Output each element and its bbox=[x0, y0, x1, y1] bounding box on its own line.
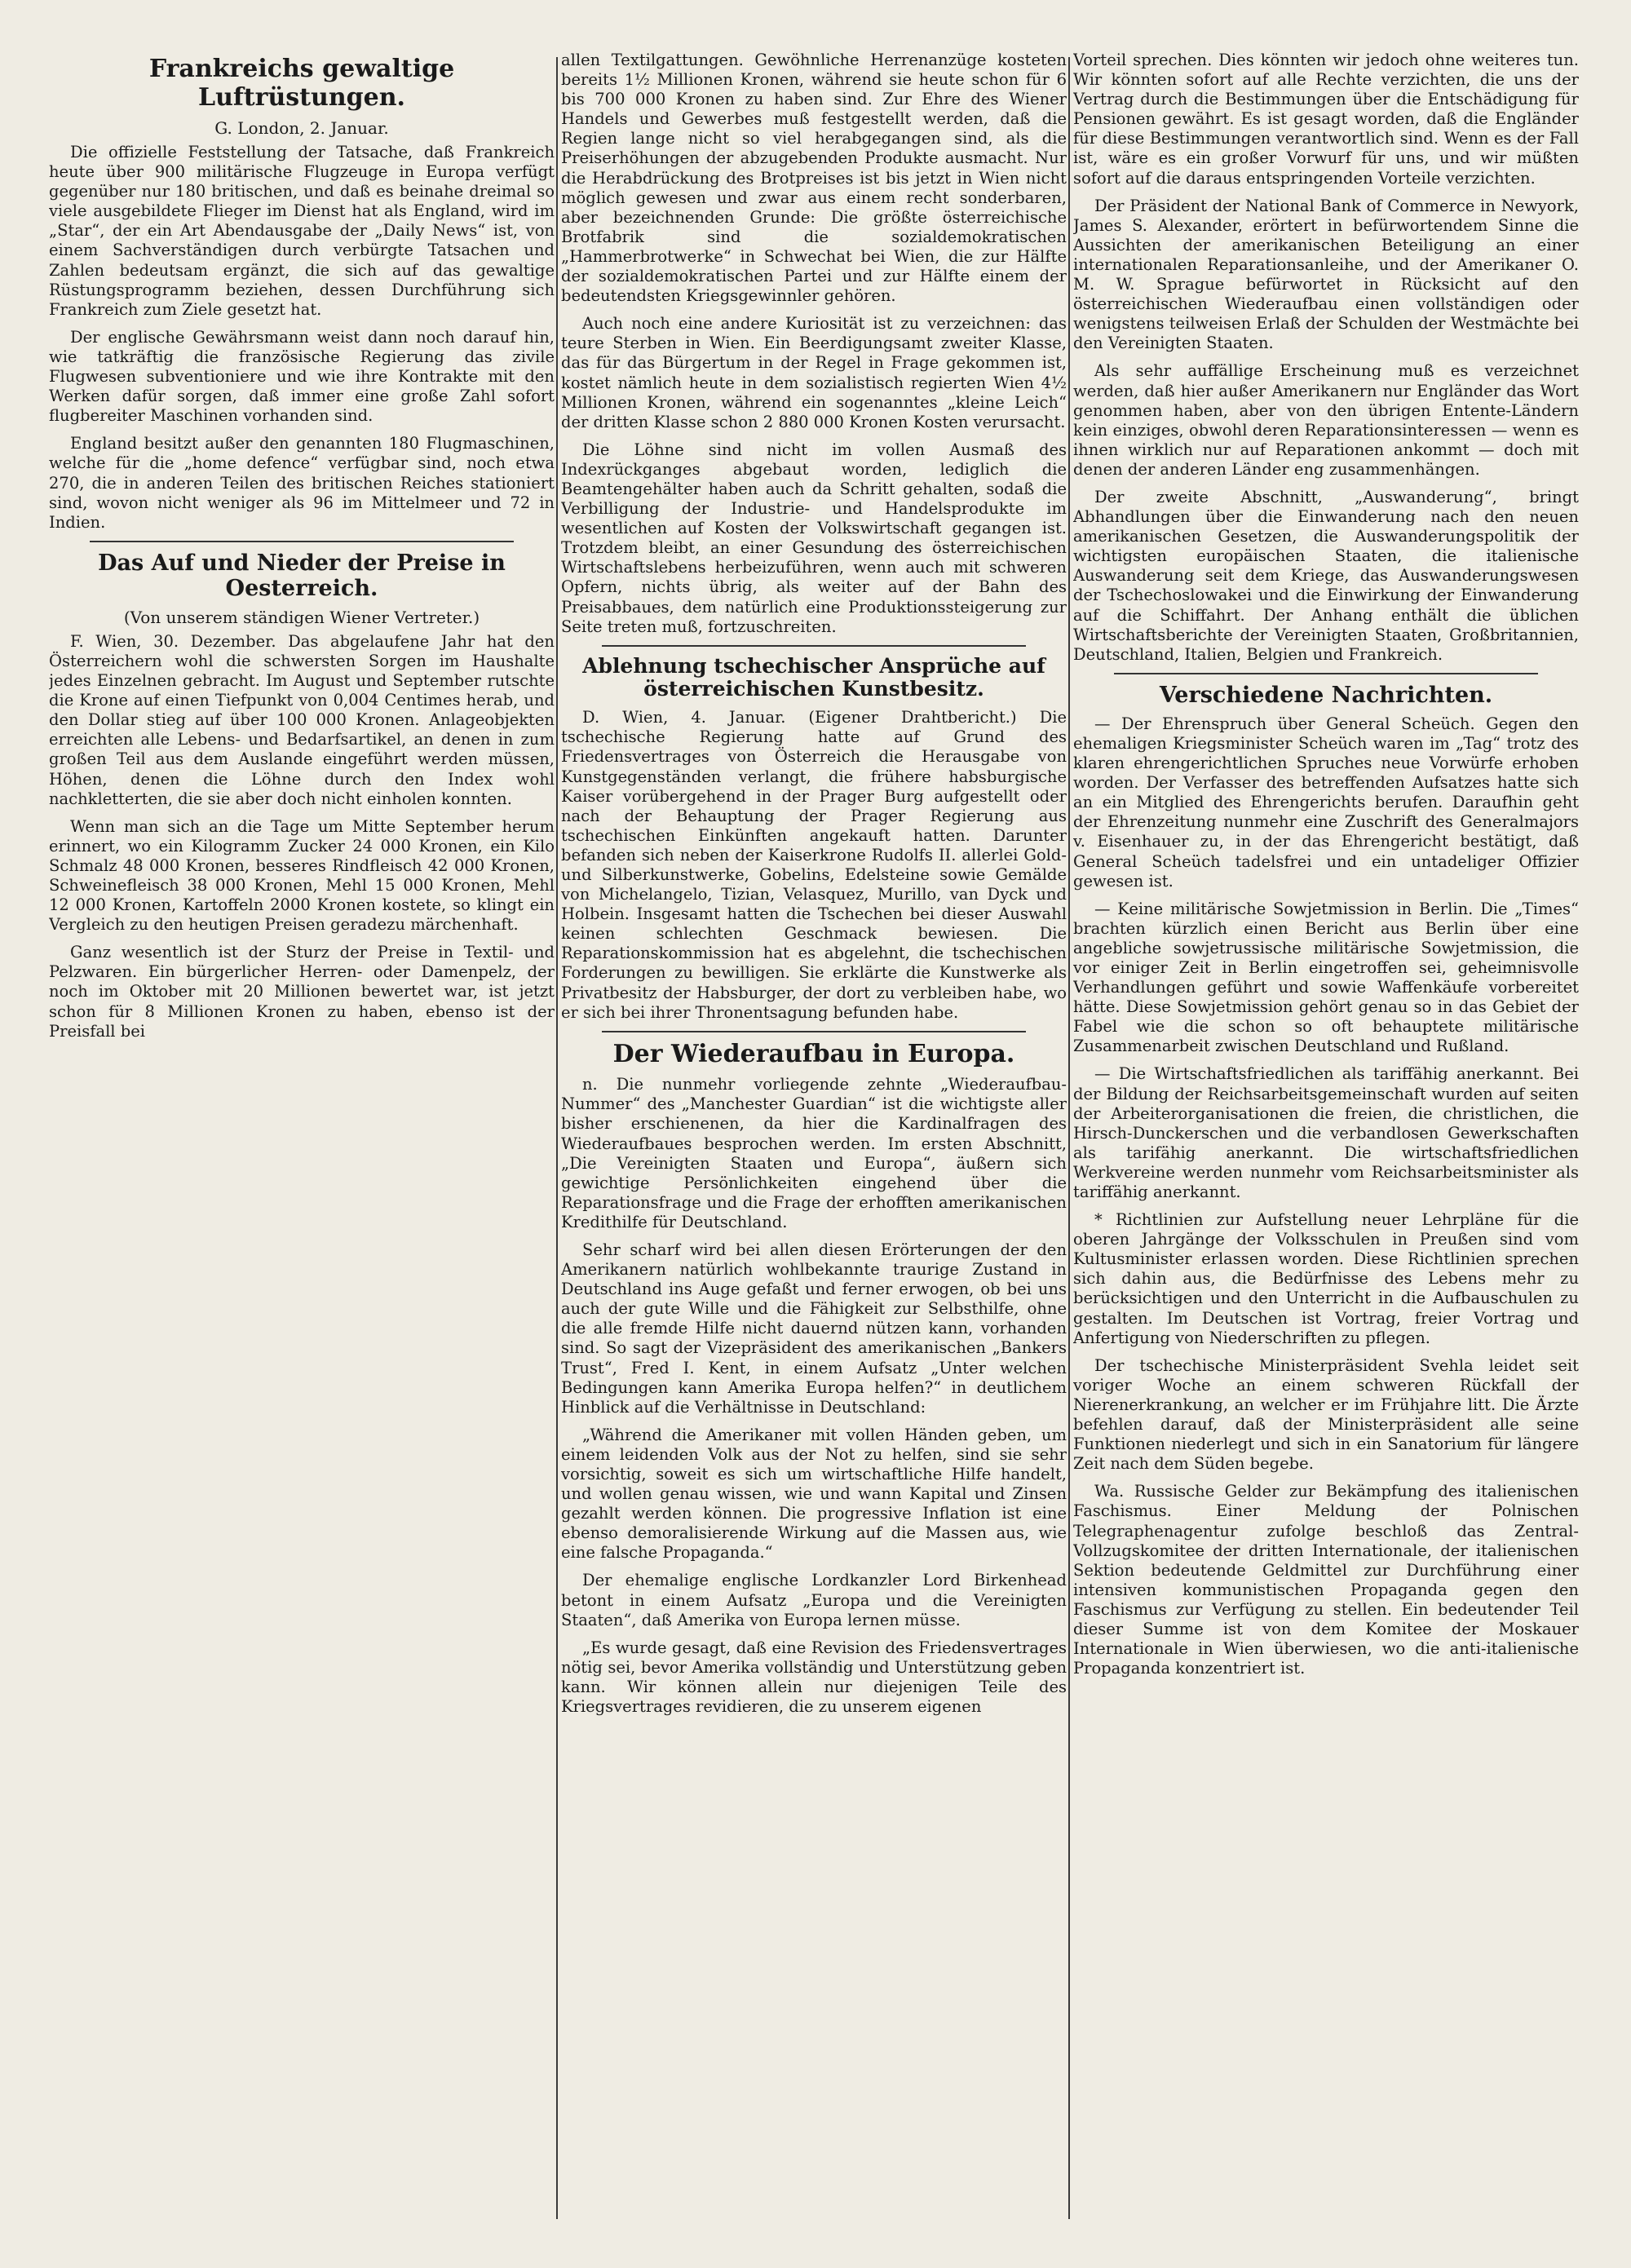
article-title: Das Auf und Nieder der Preise in Oesterreich. bbox=[98, 550, 506, 601]
paragraph: „Es wurde gesagt, daß eine Revision des Friedensvertrages nötig sei, bevor Amerika vollständig und Unterstützung geben kann. Wir können allein nur diejenigen Teile des Kriegsvertrages revidieren, die zu unserem eigenen bbox=[561, 1638, 1067, 1717]
column-rule bbox=[556, 57, 558, 2219]
article-title: Verschiedene Nachrichten. bbox=[1159, 682, 1493, 708]
article-title: Der Wiederaufbau in Europa. bbox=[612, 1039, 1015, 1068]
news-item: * Richtlinien zur Aufstellung neuer Lehrpläne für die oberen Jahrgänge der Volksschulen in Preußen sind vom Kultusminister erlassen worden. Diese Richtlinien sprechen sich dahin aus, die Bedürfnisse des Lebens mehr zu berücksichtigen und den Unterricht in die Aufbauschulen zu gestalten. Im Deutschen ist Vortrag, freier Vortrag und Anfertigung von Niederschriften zu pflegen. bbox=[1073, 1210, 1579, 1347]
paragraph: Die Löhne sind nicht im vollen Ausmaß des Indexrückganges abgebaut worden, lediglich die Beamtengehälter haben auch da Schritt gehalten, sodaß die Verbilligung der Industrie- und Handelsprodukte im wesentlichen auf Kosten der Volkswirtschaft gegangen ist. Trotzdem bleibt, an einer Gesundung des österreichischen Wirtschaftslebens herbeizuführen, wenn auch mit schweren Opfern, nichts übrig, als weiter auf der Bahn des Preisabbaues, dem natürlich eine Produktionssteigerung zur Seite treten muß, fortzuschreiten. bbox=[561, 440, 1067, 636]
paragraph: allen Textilgattungen. Gewöhnliche Herrenanzüge kosteten bereits 1½ Millionen Kronen, während sie heute schon für 6 bis 700 000 Kronen zu haben sind. Zur Ehre des Wiener Handels und Gewerbes muß festgestellt werden, daß die Regien lange nicht so viel herabgegangen sind, als die Preiserhöhungen der abzugebenden Produkte ausmacht. Nur die Herabdrückung des Brotpreises ist bis jetzt in Wien nicht möglich gewesen und zwar aus einem recht sonderbaren, aber bezeichnenden Grunde: Die größte österreichische Brotfabrik sind die sozialdemokratischen „Hammerbrotwerke“ in Schwechat bei Wien, die zur Hälfte der sozialdemokratischen Partei und zur Hälfte einem der bedeutendsten Kriegsgewinnler gehören. bbox=[561, 51, 1067, 306]
column-2 bbox=[561, 51, 1067, 2252]
article-separator bbox=[90, 541, 514, 542]
article-title: Frankreichs gewaltige Luftrüstungen. bbox=[148, 55, 455, 112]
column-3 bbox=[1073, 51, 1579, 2252]
paragraph: „Während die Amerikaner mit vollen Händen geben, um einem leidenden Volk aus der Not zu helfen, sind sie sehr vorsichtig, soweit es sich um wirtschaftliche Hilfe handelt, und wollen genau wissen, wie und wann Kapital und Zinsen gezahlt werden können. Die progressive Inflation ist eine ebenso demoralisierende Wirkung auf die Massen aus, wie eine falsche Propaganda.“ bbox=[561, 1425, 1067, 1563]
news-item: Wa. Russische Gelder zur Bekämpfung des italienischen Faschismus. Einer Meldung der Polnischen Telegraphenagentur zufolge beschloß das Zentral-Vollzugskomitee der dritten Internationale, der italienischen Sektion bedeutende Geldmittel zur Durchführung einer intensiven kommunistischen Propaganda gegen den Faschismus zur Verfügung zu stellen. Ein bedeutender Teil dieser Summe ist von dem Komitee der Moskauer Internationale in Wien überwiesen, wo die anti-italienische Propaganda konzentriert ist. bbox=[1073, 1482, 1579, 1678]
news-item: — Keine militärische Sowjetmission in Berlin. Die „Times“ brachten kürzlich einen Bericht aus Berlin über eine angebliche sowjetrussische militärische Sowjetmission, die vor einiger Zeit in Berlin eingetroffen sei, geheimnisvolle Verhandlungen geführt und sowie Waffenkäufe vorbereitet hätte. Diese Sowjetmission gehört genau so in das Gebiet der Fabel wie die schon so oft behauptete militärische Zusammenarbeit zwischen Deutschland und Rußland. bbox=[1073, 899, 1579, 1056]
paragraph: Sehr scharf wird bei allen diesen Erörterungen der den Amerikanern natürlich wohlbekannte traurige Zustand in Deutschland ins Auge gefaßt und ferner erwogen, ob bei uns auch der gute Wille und die Fähigkeit zur Selbsthilfe, ohne die alle fremde Hilfe nicht dauernd nützen kann, vorhanden sind. So sagt der Vizepräsident des amerikanischen „Bankers Trust“, Fred I. Kent, in einem Aufsatz „Unter welchen Bedingungen kann Amerika Europa helfen?“ in deutlichem Hinblick auf die Verhältnisse in Deutschland: bbox=[561, 1240, 1067, 1417]
paragraph: Der ehemalige englische Lordkanzler Lord Birkenhead betont in einem Aufsatz „Europa und die Vereinigten Staaten“, daß Amerika von Europa lernen müsse. bbox=[561, 1571, 1067, 1629]
paragraph: F. Wien, 30. Dezember. Das abgelaufene Jahr hat den Österreichern wohl die schwersten Sorgen im Haushalte jedes Einzelnen gebracht. Im August und September rutschte die Krone auf einen Tiefpunkt von 0,004 Centimes herab, und den Dollar stieg auf über 100 000 Kronen. Anlageobjekten erreichten alle Lebens- und Bedarfsartikel, an denen in zum großen Teil aus dem Auslande eingeführt werden müssen, Höhen, denen die Löhne durch den Index wohl nachkletterten, die sie aber doch nicht einholen konnten. bbox=[49, 631, 555, 808]
column-rule bbox=[1068, 57, 1070, 2219]
paragraph: Der Präsident der National Bank of Commerce in Newyork, James S. Alexander, erörtert in befürwortendem Sinne die Aussichten der amerikanischen Beteiligung an einer internationalen Reparationsanleihe, und der Amerikaner O. M. W. Sprague befürwortet in Rücksicht auf den österreichischen Wiederaufbau einen vollständigen oder wenigstens teilweisen Erlaß der Schulden der Westmächte bei den Vereinigten Staaten. bbox=[1073, 196, 1579, 353]
article-separator bbox=[1114, 673, 1538, 674]
paragraph: Der zweite Abschnitt, „Auswanderung“, bringt Abhandlungen über die Einwanderung nach den neuen amerikanischen Gesetzen, die Auswanderungspolitik der wichtigsten europäischen Staaten, die italienische Auswanderung seit dem Kriege, das Auswanderungswesen der Tschechoslowakei und die Einwirkung der Einwanderung auf die Schiffahrt. Der Anhang enthält die üblichen Wirtschaftsberichte der Vereinigten Staaten, Großbritannien, Deutschland, Italien, Belgien und Frankreich. bbox=[1073, 487, 1579, 664]
paragraph: Vorteil sprechen. Dies könnten wir jedoch ohne weiteres tun. Wir könnten sofort auf alle Rechte verzichten, die uns der Vertrag durch die Bestimmungen über die Entschädigung für Pensionen gewährt. Es ist gesagt worden, daß die Engländer für diese Bestimmungen verantwortlich sind. Wenn es der Fall ist, wäre es ein großer Vorwurf für uns, und wir müßten sofort auf die daraus entspringenden Vorteile verzichten. bbox=[1073, 51, 1579, 188]
paragraph: England besitzt außer den genannten 180 Flugmaschinen, welche für die „home defence“ verfügbar sind, noch etwa 270, die in anderen Teilen des britischen Reiches stationiert sind, wovon nicht weniger als 96 im Mittelmeer und 72 in Indien. bbox=[49, 434, 555, 532]
article-separator bbox=[602, 1031, 1026, 1032]
paragraph: n. Die nunmehr vorliegende zehnte „Wiederaufbau-Nummer“ des „Manchester Guardian“ ist die wichtigste aller bisher erschienenen, da hier die Kardinalfragen des Wiederaufbaues besprochen werden. Im ersten Abschnitt, „Die Vereinigten Staaten und Europa“, äußern sich gewichtige Persönlichkeiten eingehend über die Reparationsfrage und die Frage der erhofften amerikanischen Kredithilfe für Deutschland. bbox=[561, 1075, 1067, 1231]
paragraph: Wenn man sich an die Tage um Mitte September herum erinnert, wo ein Kilogramm Zucker 24 000 Kronen, ein Kilo Schmalz 48 000 Kronen, besseres Rindfleisch 42 000 Kronen, Schweinefleisch 38 000 Kronen, Mehl 15 000 Kronen, Mehl 12 000 Kronen, Kartoffeln 2000 Kronen kostete, so klingt ein Vergleich zu den heutigen Preisen geradezu märchenhaft. bbox=[49, 816, 555, 935]
news-item: — Der Ehrenspruch über General Scheüch. Gegen den ehemaligen Kriegsminister Scheüch waren im „Tag“ trotz des klaren ehrengerichtlichen Spruches neue Vorwürfe erhoben worden. Der Verfasser des betreffenden Aufsatzes hatte sich an ein Mitglied des Ehrengerichts berufen. Daraufhin geht der Ehrenzeitung nunmehr eine Zuschrift des Generalmajors v. Eisenhauer zu, in der das Ehrengericht bestätigt, daß General Scheüch tadelsfrei und ein untadeliger Offizier gewesen ist. bbox=[1073, 714, 1579, 891]
article-subtitle: (Von unserem ständigen Wiener Vertreter.) bbox=[123, 607, 480, 627]
news-item: Der tschechische Ministerpräsident Svehla leidet seit voriger Woche an einem schweren Rückfall der Nierenerkrankung, an welcher er im Frühjahre litt. Die Ärzte befehlen darauf, daß der Ministerpräsident alle seine Funktionen niederlegt und sich in ein Sanatorium für längere Zeit nach dem Süden begebe. bbox=[1073, 1355, 1579, 1474]
paragraph: D. Wien, 4. Januar. (Eigener Drahtbericht.) Die tschechische Regierung hatte auf Grund des Friedensvertrages von Österreich die Herausgabe von Kunstgegenständen verlangt, die frühere habsburgische Kaiser vorübergehend in der Prager Burg aufgestellt oder nach der Behauptung der Prager Regierung aus tschechischen Einkünften angekauft hatten. Darunter befanden sich neben der Kaiserkrone Rudolfs II. allerlei Gold- und Silberkunstwerke, Gobelins, Edelsteine sowie Gemälde von Michelangelo, Tizian, Velasquez, Murillo, van Dyck und Holbein. Insgesamt hatten die Tschechen bei dieser Auswahl keinen schlechten Geschmack bewiesen. Die Reparationskommission hat es abgelehnt, die tschechischen Forderungen zu bewilligen. Sie erklärte die Kunstwerke als Privatbesitz der Habsburger, der dort zu verbleiben habe, wo er sich bei ihrer Thronentsagung befunden habe. bbox=[561, 708, 1067, 1022]
paragraph: Auch noch eine andere Kuriosität ist zu verzeichnen: das teure Sterben in Wien. Ein Beerdigungsamt zweiter Klasse, das für das Bürgertum in der Regel in Frage gekommen ist, kostet nämlich heute in dem sozialistisch regierten Wien 4½ Millionen Kronen, während ein sogenanntes „kleine Leich“ der dritten Klasse schon 2 880 000 Kronen Kosten verursacht. bbox=[561, 314, 1067, 431]
news-item: — Die Wirtschaftsfriedlichen als tariffähig anerkannt. Bei der Bildung der Reichsarbeitsgemeinschaft wurden auf seiten der Arbeiterorganisationen die freien, die christlichen, die Hirsch-Dunckerschen und die verbandlosen Gewerkschaften als tarifähig anerkannt. Die wirtschaftsfriedlichen Werkvereine werden nunmehr vom Reichsarbeitsminister als tariffähig anerkannt. bbox=[1073, 1064, 1579, 1202]
dateline: G. London, 2. Januar. bbox=[214, 118, 389, 138]
paragraph: Die offizielle Feststellung der Tatsache, daß Frankreich heute über 900 militärische Flugzeuge in Europa verfügt gegenüber nur 180 britischen, und daß es beinahe dreimal so viele ausgebildete Flieger im Dienst hat als England, wird im „Star“, der ein Art Abendausgabe der „Daily News“ ist, von einem Sachverständigen durch verbürgte Tatsachen und Zahlen bedeutsam ergänzt, die sich auf das gewaltige Rüstungsprogramm beziehen, dessen Durchführung sich Frankreich zum Ziele gesetzt hat. bbox=[49, 143, 555, 319]
paragraph: Der englische Gewährsmann weist dann noch darauf hin, wie tatkräftig die französische Regierung das zivile Flugwesen subventioniere und wie ihre Kontrakte mit den Werken dafür sorgen, daß immer eine große Zahl sofort flugbereiter Maschinen vorhanden sind. bbox=[49, 327, 555, 426]
column-1 bbox=[49, 51, 555, 2252]
article-separator bbox=[602, 645, 1026, 647]
paragraph: Ganz wesentlich ist der Sturz der Preise in Textil- und Pelzwaren. Ein bürgerlicher Herren- oder Damenpelz, der noch im Oktober mit 20 Millionen bewertet war, ist jetzt schon für 8 Millionen Kronen zu haben, ebenso ist der Preisfall bei bbox=[49, 943, 555, 1041]
paragraph: Als sehr auffällige Erscheinung muß es verzeichnet werden, daß hier außer Amerikanern nur Engländer das Wort genommen haben, aber von den übrigen Entente-Ländern kein einziges, obwohl deren Reparationsinteressen — wenn es ihnen wirklich nur auf Reparationen ankommt — doch mit denen der anderen Länder eng zusammenhängen. bbox=[1073, 361, 1579, 479]
article-title: Ablehnung tschechischer Ansprüche auf österreichischen Kunstbesitz. bbox=[582, 653, 1045, 701]
